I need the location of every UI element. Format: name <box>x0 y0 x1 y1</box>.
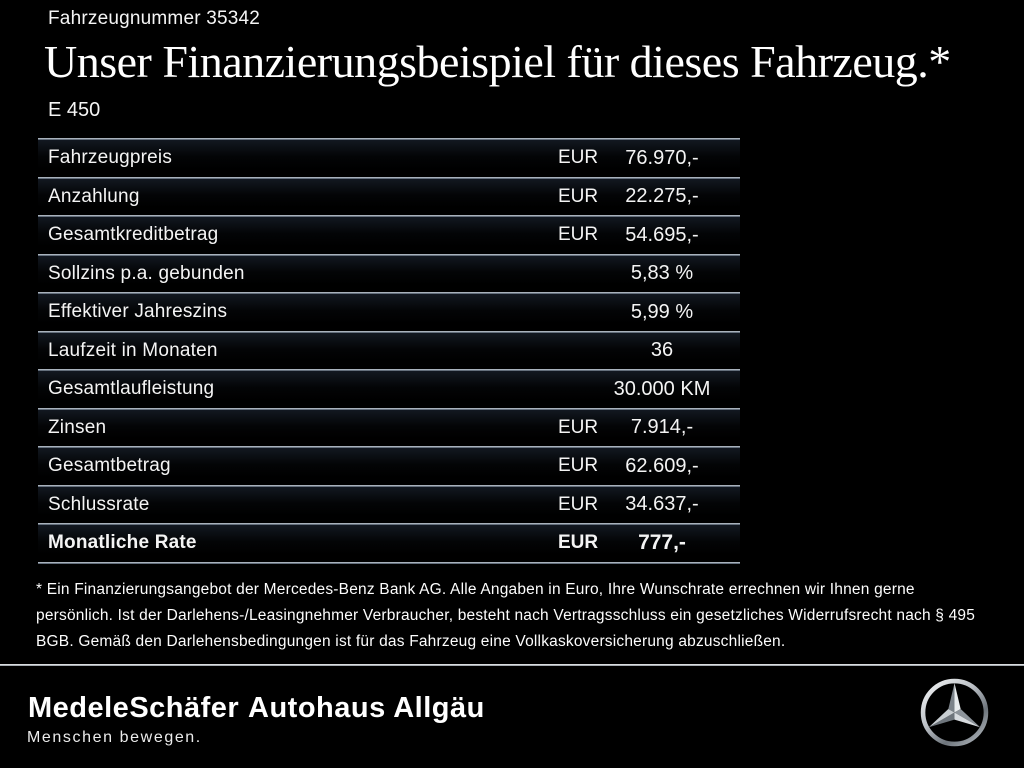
row-label: Effektiver Jahreszins <box>48 301 228 323</box>
dealer-tagline: Menschen bewegen. <box>27 729 202 746</box>
row-label: Zinsen <box>48 416 107 438</box>
row-value: 5,83 % <box>630 262 694 285</box>
row-value: 22.275,- <box>625 185 699 208</box>
separator <box>38 562 740 564</box>
row-value: 76.970,- <box>625 146 699 169</box>
row-value: 7.914,- <box>630 416 694 439</box>
row-currency: EUR <box>558 455 599 477</box>
table-row <box>38 333 740 370</box>
row-label: Monatliche Rate <box>48 532 197 554</box>
table-row <box>38 294 740 331</box>
finance-table <box>38 138 740 564</box>
row-value: 34.637,- <box>625 493 699 516</box>
row-currency: EUR <box>558 493 599 515</box>
table-row <box>38 448 740 485</box>
dealer-logo-medele-schaefer: MedeleSchäfer <box>28 692 240 724</box>
table-row <box>38 487 740 524</box>
row-currency: EUR <box>558 532 599 554</box>
page-title: Unser Finanzierungsbeispiel für dieses Fahrzeug.* <box>44 36 951 87</box>
row-value: 5,99 % <box>630 300 694 323</box>
footer-divider <box>0 664 1024 666</box>
row-label: Laufzeit in Monaten <box>48 339 218 361</box>
table-row <box>38 371 740 408</box>
row-value: 30.000 KM <box>613 377 711 400</box>
row-label: Fahrzeugpreis <box>48 147 173 169</box>
footnote: * Ein Finanzierungsangebot der Mercedes-Benz Bank AG. Alle Angaben in Euro, Ihre Wunschrate errechnen wir Ihnen gerne persönlich. Ist der Darlehens-/Leasingnehmer Verbraucher, besteht nach Vertragsschluss ein gesetzliches Widerrufsrecht nach § 495 BGB. Gemäß den Darlehensbedingungen ist für das Fahrzeug eine Vollkaskoversicherung abzuschließen. <box>36 581 976 650</box>
row-currency: EUR <box>558 416 599 438</box>
row-value: 62.609,- <box>625 454 699 477</box>
table-row <box>38 217 740 254</box>
table-row <box>38 410 740 447</box>
table-row <box>38 256 740 293</box>
row-label: Sollzins p.a. gebunden <box>48 262 245 284</box>
row-currency: EUR <box>558 224 599 246</box>
vehicle-number: Fahrzeugnummer 35342 <box>48 8 261 29</box>
dealer-logo-autohaus-allgaeu: Autohaus Allgäu <box>248 692 485 724</box>
row-value: 777,- <box>638 531 686 555</box>
table-row-monthly-rate <box>38 525 740 562</box>
model-name: E 450 <box>48 99 101 121</box>
mercedes-star-icon <box>919 677 990 748</box>
row-label: Gesamtkreditbetrag <box>48 224 219 246</box>
table-row <box>38 140 740 177</box>
table-row <box>38 179 740 216</box>
row-value: 36 <box>650 339 674 362</box>
row-currency: EUR <box>558 147 599 169</box>
row-label: Schlussrate <box>48 493 150 515</box>
row-label: Gesamtbetrag <box>48 455 171 477</box>
row-currency: EUR <box>558 185 599 207</box>
row-label: Gesamtlaufleistung <box>48 378 215 400</box>
row-label: Anzahlung <box>48 185 140 207</box>
row-value: 54.695,- <box>625 223 699 246</box>
